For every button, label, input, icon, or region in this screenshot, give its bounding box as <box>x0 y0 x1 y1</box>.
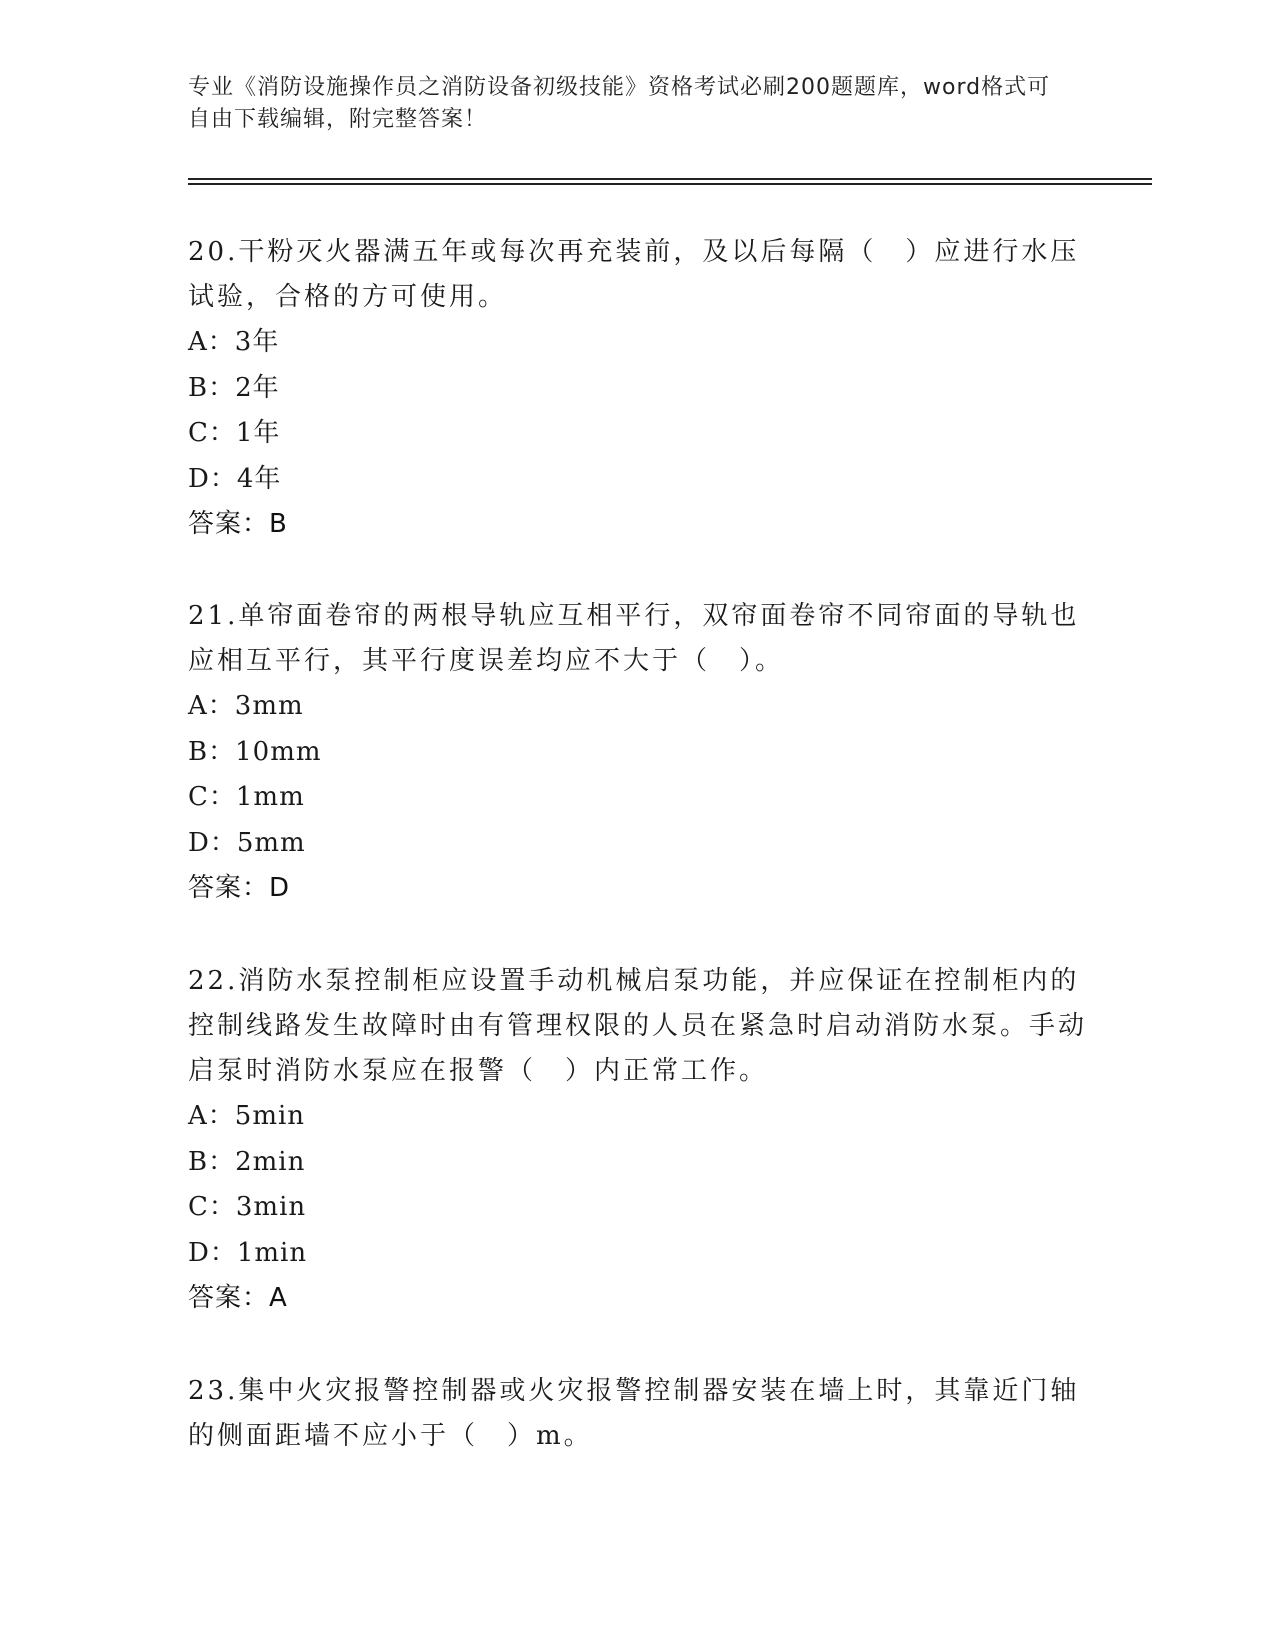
question-20 <box>188 230 1088 547</box>
option-c: C：1mm <box>188 782 305 812</box>
option-a: A：3年 <box>188 327 280 357</box>
header-divider-bottom <box>188 183 1152 185</box>
answer-label: 答案：B <box>188 509 288 539</box>
option-d: D：1min <box>188 1237 308 1268</box>
question-21 <box>188 594 1088 911</box>
question-stem: 22.消防水泵控制柜应设置手动机械启泵功能，并应保证在控制柜内的控制线路发生故障时由有管理权限的人员在紧急时启动消防水泵。手动启泵时消防水泵应在报警（ ）内正常工作。 <box>188 966 1088 1086</box>
answer-label: 答案：A <box>188 1283 288 1313</box>
option-b: B：10mm <box>188 736 322 767</box>
option-a: A：3mm <box>188 691 304 721</box>
option-a: A：5min <box>188 1101 306 1131</box>
option-c: C：1年 <box>188 418 281 448</box>
option-b: B：2年 <box>188 372 280 403</box>
option-d: D：4年 <box>188 463 282 494</box>
question-23 <box>188 1369 1088 1459</box>
option-c: C：3min <box>188 1192 307 1222</box>
header-divider-top <box>188 178 1152 180</box>
document-header: 专业《消防设施操作员之消防设备初级技能》资格考试必刷200题题库，word格式可自由下载编辑，附完整答案！ <box>188 75 1051 132</box>
question-stem: 21.单帘面卷帘的两根导轨应互相平行，双帘面卷帘不同帘面的导轨也应相互平行，其平行度误差均应不大于（ ）。 <box>188 601 1080 676</box>
question-stem: 20.干粉灭火器满五年或每次再充装前，及以后每隔（ ）应进行水压试验，合格的方可使用。 <box>188 237 1080 312</box>
option-d: D：5mm <box>188 827 306 858</box>
option-b: B：2min <box>188 1146 306 1177</box>
question-22 <box>188 959 1088 1321</box>
question-stem: 23.集中火灾报警控制器或火灾报警控制器安装在墙上时，其靠近门轴的侧面距墙不应小于（ ）m。 <box>188 1376 1080 1451</box>
answer-label: 答案：D <box>188 873 291 903</box>
